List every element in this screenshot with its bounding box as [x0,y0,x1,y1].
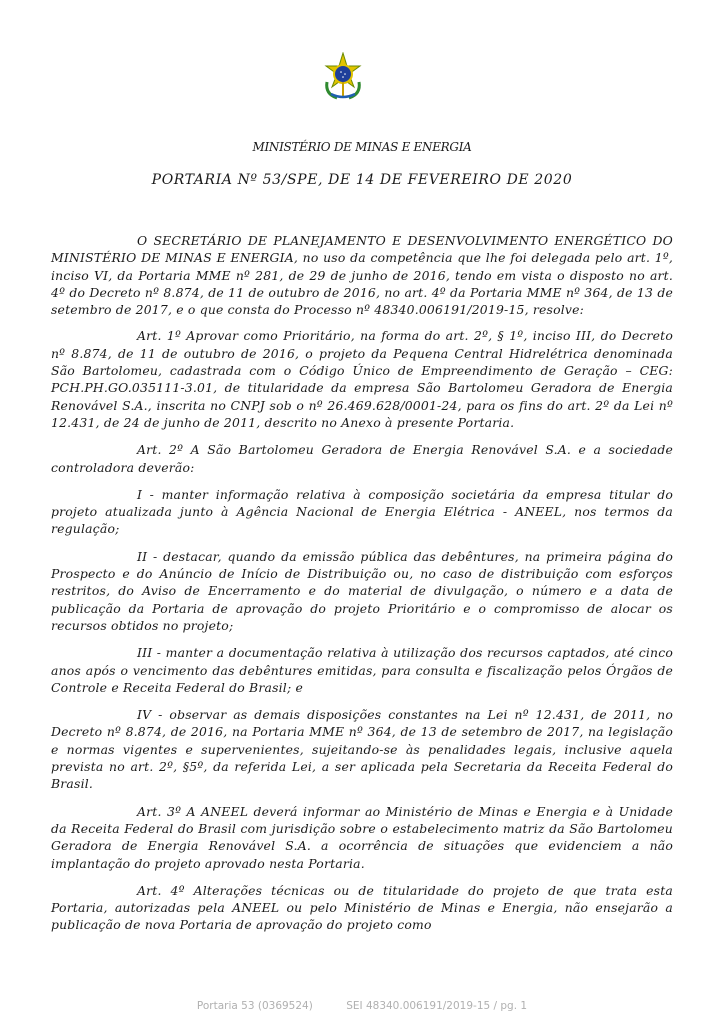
article-2-item-ii: II - destacar, quando da emissão pública das debêntures, na primeira página do Prospecto e do Anúncio de Início de Distribuição ou, no caso de distribuição com esforços restritos, do Aviso de Encerramento e do material de divulgação, o número e a data de publicação da Portaria de aprovação do projeto Prioritário e o compromisso de alocar os recursos obtidos no projeto; [51,548,673,633]
brazil-coat-of-arms-icon [321,52,365,100]
article-1: Art. 1º Aprovar como Prioritário, na forma do art. 2º, § 1º, inciso III, do Decreto nº 8.874, de 11 de outubro de 2016, o projeto da Pequena Central Hidrelétrica denominada São Bartolomeu, cadastrada com o Código Único de Empreendimento de Geração – CEG: PCH.PH.GO.035111-3.01, de titularidade da empresa São Bartolomeu Geradora de Energia Renovável S.A., inscrita no CNPJ sob o nº 26.469.628/0001-24, para os fins do art. 2º da Lei nº 12.431, de 24 de junho de 2011, descrito no Anexo à presente Portaria. [51,328,673,430]
page-footer [0,1000,724,1012]
article-2-item-iii: III - manter a documentação relativa à utilização dos recursos captados, até cinco anos após o vencimento das debêntures emitidas, para consulta e fiscalização pelos Órgãos de Controle e Receita Federal do Brasil; e [51,645,673,695]
article-2: Art. 2º A São Bartolomeu Geradora de Energia Renovável S.A. e a sociedade controladora deverão: [51,442,673,475]
article-2-item-i: I - manter informação relativa à composição societária da empresa titular do projeto atualizada junto à Agência Nacional de Energia Elétrica - ANEEL, nos termos da regulação; [51,486,673,537]
footer-sei-ref: SEI 48340.006191/2019-15 / pg. 1 [346,1000,528,1012]
preamble-paragraph: O SECRETÁRIO DE PLANEJAMENTO E DESENVOLVIMENTO ENERGÉTICO DO MINISTÉRIO DE MINAS E ENERGIA, no uso da competência que lhe foi delegada pelo art. 1º, inciso VI, da Portaria MME nº 281, de 29 de junho de 2016, tendo em vista o disposto no art. 4º do Decreto nº 8.874, de 11 de outubro de 2016, no art. 4º da Portaria MME nº 364, de 13 de setembro de 2017, e o que consta do Processo nº 48340.006191/2019-15, resolve: [51,233,673,318]
ministry-name: MINISTÉRIO DE MINAS E ENERGIA [252,140,472,154]
footer-doc-ref: Portaria 53 (0369524) [196,1000,313,1012]
document-body [51,232,673,944]
article-2-item-iv: IV - observar as demais disposições constantes na Lei nº 12.431, de 2011, no Decreto nº 8.874, de 2016, na Portaria MME nº 364, de 13 de setembro de 2017, na legislação e normas vigentes e supervenientes, sujeitando-se às penalidades legais, inclusive aquela prevista no art. 2º, §5º, da referida Lei, a ser aplicada pela Secretaria da Receita Federal do Brasil. [51,707,673,792]
portaria-title: PORTARIA Nº 53/SPE, DE 14 DE FEVEREIRO DE 2020 [151,172,573,188]
article-3: Art. 3º A ANEEL deverá informar ao Ministério de Minas e Energia e à Unidade da Receita Federal do Brasil com jurisdição sobre o estabelecimento matriz da São Bartolomeu Geradora de Energia Renovável S.A. a ocorrência de situações que evidenciem a não implantação do projeto aprovado nesta Portaria. [51,803,673,871]
article-4: Art. 4º Alterações técnicas ou de titularidade do projeto de que trata esta Portaria, autorizadas pela ANEEL ou pelo Ministério de Minas e Energia, não ensejarão a publicação de nova Portaria de aprovação do projeto como [51,882,673,933]
